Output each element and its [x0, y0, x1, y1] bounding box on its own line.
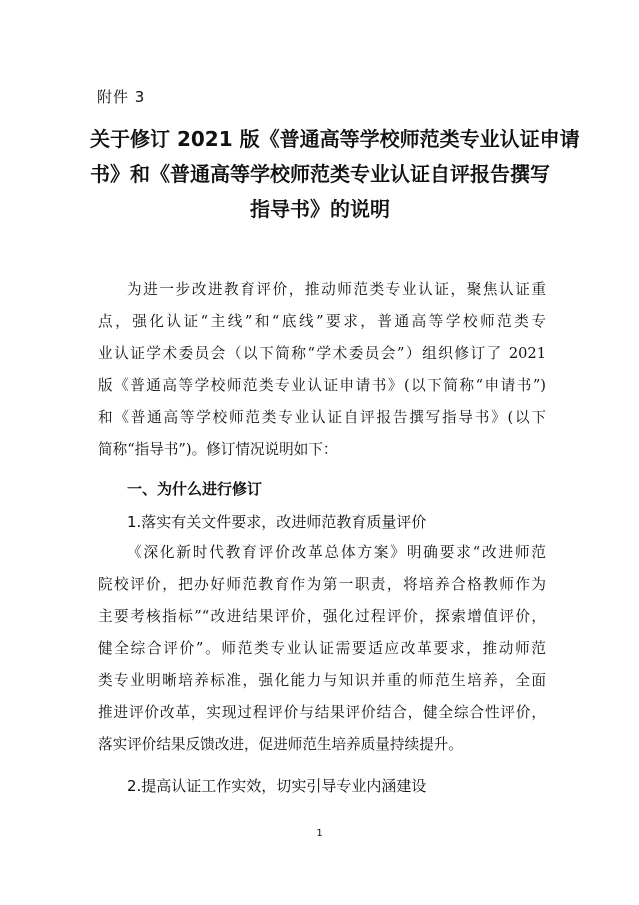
- paragraph-line: 《深化新时代教育评价改革总体方案》明确要求“改进师范: [127, 544, 546, 561]
- attachment-label: 附件 3: [97, 88, 146, 106]
- intro-paragraph: [98, 274, 546, 466]
- subsection-heading-1: 1.落实有关文件要求，改进师范教育质量评价: [127, 513, 427, 531]
- paragraph-line: 版《普通高等学校师范类专业认证申请书》(以下简称“申请书”): [98, 377, 546, 394]
- paragraph-line: 类专业明晰培养标准，强化能力与知识并重的师范生培养，全面: [98, 672, 546, 689]
- paragraph-line: 主要考核指标”“改进结果评价，强化过程评价，探索增值评价，: [98, 608, 546, 625]
- paragraph-line: 为进一步改进教育评价，推动师范类专业认证，聚焦认证重: [127, 281, 546, 298]
- page-number: 1: [316, 828, 323, 839]
- title-line: 书》和《普通高等学校师范类专业认证自评报告撰写: [90, 162, 550, 186]
- title-line: 关于修订 2021 版《普通高等学校师范类专业认证申请: [90, 127, 580, 151]
- title-line: 指导书》的说明: [250, 197, 390, 221]
- paragraph-line: 点，强化认证“主线”和“底线”要求，普通高等学校师范类专: [98, 313, 546, 330]
- paragraph-line: 落实评价结果反馈改进，促进师范生培养质量持续提升。: [98, 736, 463, 753]
- paragraph-line: 健全综合评价”。师范类专业认证需要适应改革要求，推动师范: [98, 640, 546, 657]
- paragraph-line: 院校评价，把办好师范教育作为第一职责，将培养合格教师作为: [98, 576, 546, 593]
- reason-paragraph: [98, 537, 546, 761]
- paragraph-line: 业认证学术委员会（以下简称“学术委员会”）组织修订了 2021: [98, 345, 546, 362]
- section-heading: 一、为什么进行修订: [127, 480, 263, 498]
- paragraph-line: 和《普通高等学校师范类专业认证自评报告撰写指导书》(以下: [98, 409, 546, 426]
- subsection-heading-2: 2.提高认证工作实效，切实引导专业内涵建设: [127, 777, 427, 795]
- paragraph-line: 简称“指导书”)。修订情况说明如下：: [98, 441, 338, 458]
- document-title: [90, 122, 580, 227]
- paragraph-line: 推进评价改革，实现过程评价与结果评价结合，健全综合性评价，: [98, 704, 546, 721]
